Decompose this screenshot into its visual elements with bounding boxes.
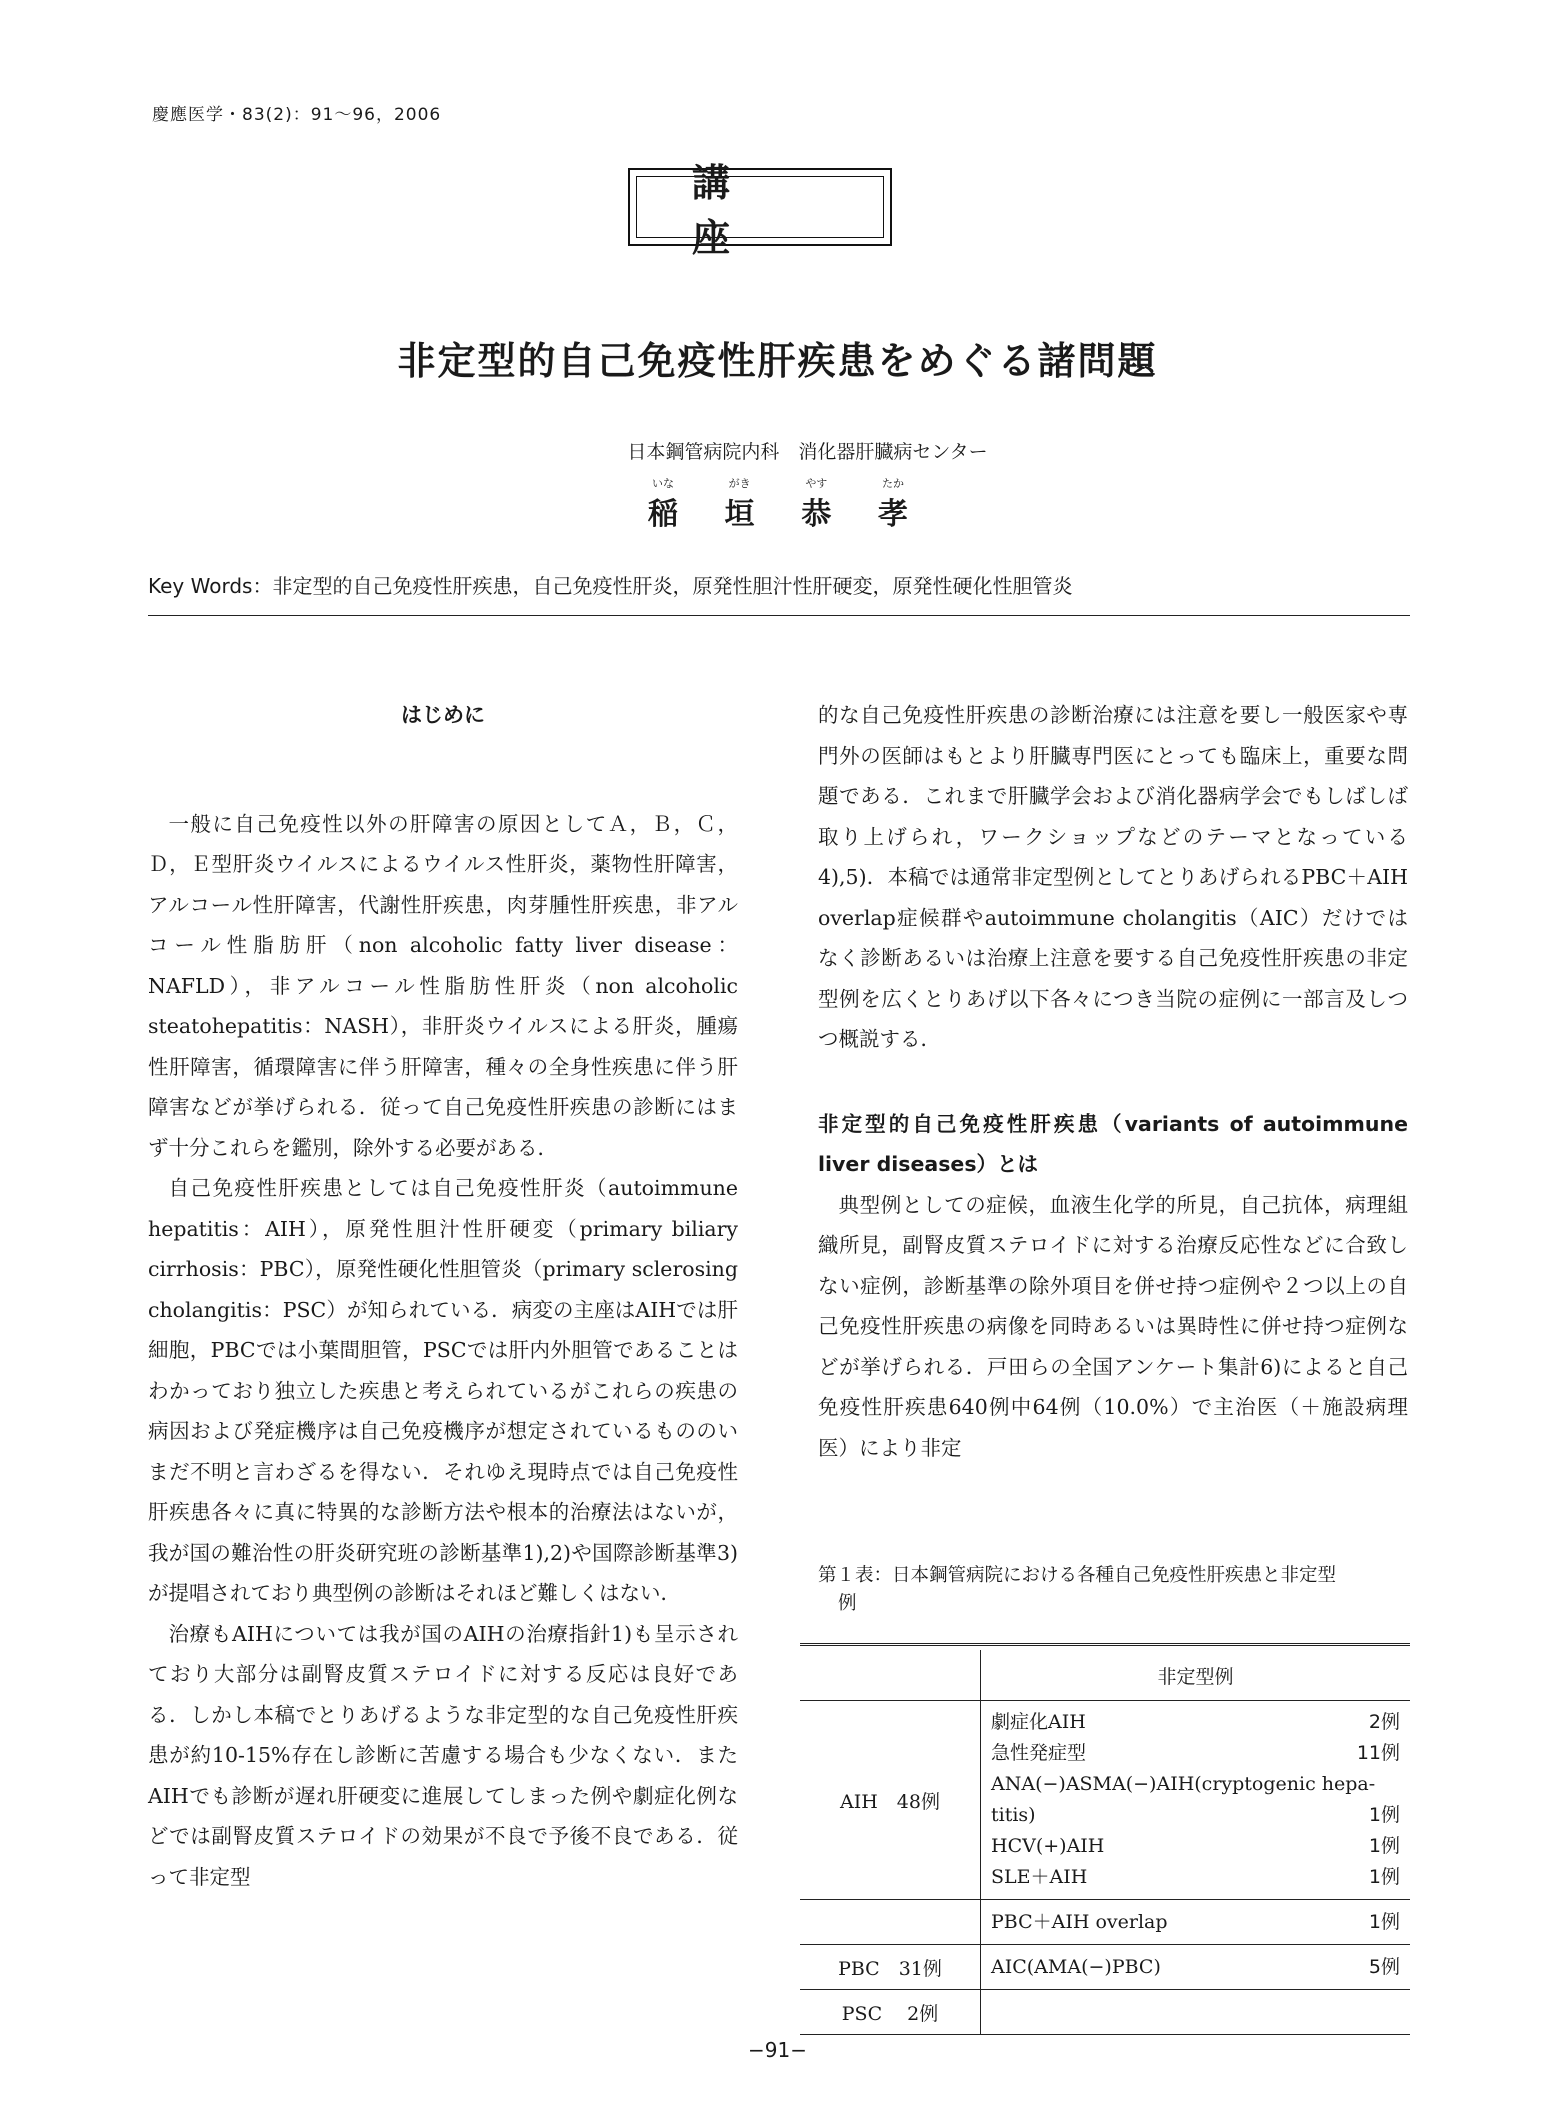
- entry-count: 5例: [1368, 1955, 1400, 1978]
- paragraph: 治療もAIHについては我が国のAIHの治療指針1)も呈示されており大部分は副腎皮質ステロイドに対する反応は良好である．しかし本稿でとりあげるような非定型的な自己免疫性肝疾患が約10-15%存在し診断に苦慮する場合も少なくない．またAIHでも診断が遅れ肝硬変に進展してしまった例や劇症化例などでは副腎皮質ステロイドの効果が不良で予後不良である．従って非定型: [148, 1621, 738, 1889]
- entry-name: 劇症化AIH: [991, 1711, 1086, 1733]
- paragraph: 一般に自己免疫性以外の肝障害の原因としてＡ，Ｂ，Ｃ，Ｄ，Ｅ型肝炎ウイルスによるウイルス性肝炎，薬物性肝障害，アルコール性肝障害，代謝性肝疾患，肉芽腫性肝疾患，非アルコール性脂肪肝（non alcoholic fatty liver disease：NAFLD），非アルコール性脂肪性肝炎（non alcoholic steatohepatitis：NASH），非肝炎ウイルスによる肝炎，腫瘍性肝障害，循環障害に伴う肝障害，種々の全身性疾患に伴う肝障害などが挙げられる．従って自己免疫性肝疾患の診断にはまず十分これらを鑑別，除外する必要がある．: [148, 811, 738, 1160]
- entry-name: SLE＋AIH: [991, 1866, 1088, 1888]
- entry-count: 1例: [1368, 1804, 1400, 1826]
- table-caption-line: 例: [838, 1593, 857, 1614]
- table-caption: [818, 1562, 1418, 1618]
- table-entry: [991, 1862, 1400, 1893]
- entry-count: 1例: [1368, 1866, 1400, 1888]
- author-name: [648, 475, 908, 532]
- paragraph: 的な自己免疫性肝疾患の診断治療には注意を要し一般医家や専門外の医師はもとより肝臓専門医にとっても臨床上，重要な問題である．これまで肝臓学会および消化器病学会でもしばしば取り上げられ，ワークショップなどのテーマとなっている4),5)．本稿では通常非定型例としてとりあげられるPBC＋AIH overlap症候群やautoimmune cholangitis（AIC）だけではなく診断あるいは治療上注意を要する自己免疫性肝疾患の非定型例を広くとりあげ以下各々につき当院の症例に一部言及しつつ概説する．: [818, 703, 1408, 1051]
- right-column: [818, 695, 1408, 1468]
- author-ruby: やす: [805, 477, 828, 490]
- section-heading-variants: 非定型的自己免疫性肝疾患（variants of autoimmune liver diseases）とは: [818, 1111, 1408, 1176]
- author-char: [724, 475, 755, 532]
- table-row-entries: [981, 1945, 1411, 1990]
- table-header-label: 非定型例: [981, 1650, 1411, 1701]
- entry-name: ANA(−)ASMA(−)AIH(cryptogenic hepa-: [991, 1773, 1376, 1795]
- entry-name: titis): [991, 1804, 1036, 1826]
- table-1: [800, 1643, 1410, 2035]
- table-row: [800, 1945, 1410, 1990]
- journal-reference: 慶應医学・83(2)：91～96，2006: [152, 105, 442, 125]
- author-affiliation: 日本鋼管病院内科 消化器肝臓病センター: [627, 441, 988, 463]
- table-row: [800, 1701, 1410, 1900]
- paragraph: 自己免疫性肝疾患としては自己免疫性肝炎（autoimmune hepatitis：AIH），原発性胆汁性肝硬変（primary biliary cirrhosis：PBC），原発性硬化性胆管炎（primary sclerosing cholangitis：PSC）が知られている．病変の主座はAIHでは肝細胞，PBCでは小葉間胆管，PSCでは肝内外胆管であることはわかっており独立した疾患と考えられているがこれらの疾患の病因および発症機序は自己免疫機序が想定されているもののいまだ不明と言わざるを得ない．それゆえ現時点では自己免疫性肝疾患各々に真に特異的な診断方法や根本的治療法はないが，我が国の難治性の肝炎研究班の診断基準1),2)や国際診断基準3)が提唱されており典型例の診断はそれほど難しくはない．: [148, 1176, 738, 1605]
- variants-table: [800, 1643, 1410, 2035]
- table-row: [800, 1990, 1410, 2035]
- table-row-entries: [981, 1990, 1411, 2035]
- entry-count: 1例: [1368, 1835, 1400, 1857]
- table-row-entries: [981, 1900, 1411, 1945]
- author-kanji: 孝: [877, 497, 908, 532]
- entry-name: PBC＋AIH overlap: [991, 1910, 1168, 1933]
- page-number: −91−: [748, 2038, 807, 2062]
- table-entry: [991, 1907, 1400, 1938]
- table-header-empty: [800, 1650, 981, 1701]
- author-ruby: たか: [881, 477, 904, 490]
- table-entry: [991, 1831, 1400, 1862]
- entry-count: 11例: [1356, 1742, 1400, 1764]
- table-row-entries: [981, 1701, 1411, 1900]
- section-label-box: [628, 161, 892, 260]
- author-char: [648, 475, 678, 532]
- table-entry: [991, 1952, 1400, 1983]
- keywords-line: Key Words：非定型的自己免疫性肝疾患，自己免疫性肝炎，原発性胆汁性肝硬変，原発性硬化性胆管炎: [148, 574, 1073, 598]
- author-ruby: がき: [728, 477, 751, 490]
- table-entry: [991, 1769, 1400, 1800]
- author-kanji: 垣: [724, 497, 755, 532]
- table-caption-line: 第１表：日本鋼管病院における各種自己免疫性肝疾患と非定型: [818, 1565, 1337, 1586]
- section-label: 講 座: [636, 176, 884, 238]
- table-row-label: [800, 1900, 981, 1945]
- table-row-label: PSC 2例: [800, 1990, 981, 2035]
- table-row-label: AIH 48例: [800, 1701, 981, 1900]
- entry-name: HCV(+)AIH: [991, 1835, 1105, 1857]
- author-char: [877, 475, 908, 532]
- table-entry: [991, 1707, 1400, 1738]
- table-header-row: [800, 1650, 1410, 1701]
- header-divider: [148, 615, 1410, 616]
- article-title: 非定型的自己免疫性肝疾患をめぐる諸問題: [397, 339, 1158, 383]
- author-char: [801, 475, 832, 532]
- author-kanji: 恭: [801, 497, 832, 532]
- table-entry: [991, 1800, 1400, 1831]
- table-entry: [991, 1738, 1400, 1769]
- entry-count: 1例: [1368, 1910, 1400, 1933]
- table-row-label: PBC 31例: [800, 1945, 981, 1990]
- entry-name: AIC(AMA(−)PBC): [991, 1955, 1161, 1978]
- section-heading-introduction: はじめに: [401, 703, 485, 727]
- entry-count: 2例: [1368, 1711, 1400, 1733]
- table-row: [800, 1900, 1410, 1945]
- author-ruby: いな: [652, 477, 674, 490]
- left-column: [148, 695, 738, 1897]
- author-kanji: 稲: [648, 497, 678, 532]
- entry-name: 急性発症型: [991, 1742, 1087, 1764]
- paragraph: 典型例としての症候，血液生化学的所見，自己抗体，病理組織所見，副腎皮質ステロイドに対する治療反応性などに合致しない症例，診断基準の除外項目を併せ持つ症例や２つ以上の自己免疫性肝疾患の病像を同時あるいは異時性に併せ持つ症例などが挙げられる．戸田らの全国アンケート集計6)によると自己免疫性肝疾患640例中64例（10.0%）で主治医（＋施設病理医）により非定: [818, 1192, 1408, 1460]
